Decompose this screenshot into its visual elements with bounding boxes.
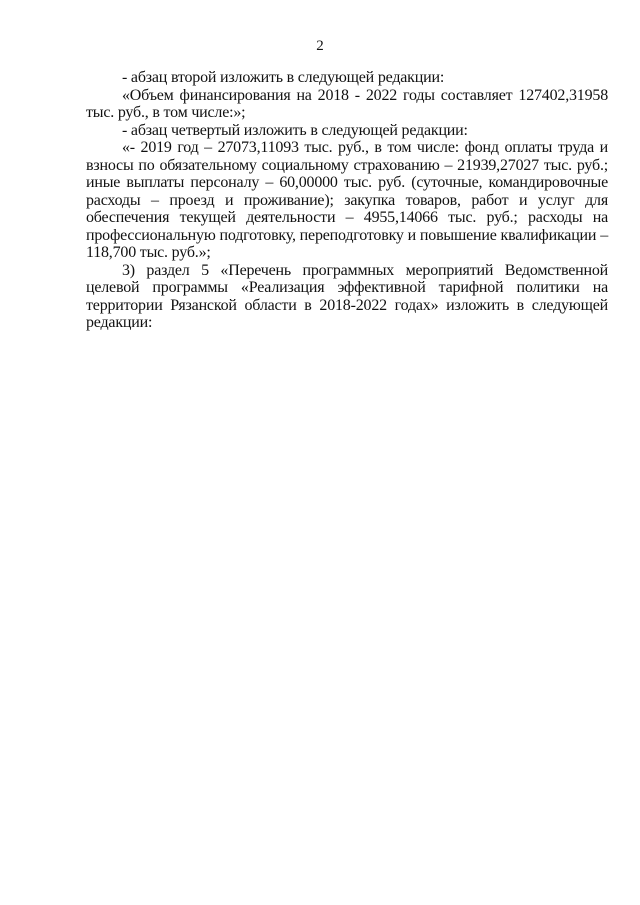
paragraph-line: тыс. руб., в том числе:»; [86,104,246,121]
paragraph-line: взносы по обязательному социальному страхованию – 21939,27027 тыс. руб.; [86,156,608,174]
document-body [86,69,608,332]
paragraph-line: территории Рязанской области в 2018-2022 годах» изложить в следующей [86,296,608,314]
paragraph-line: - абзац четвертый изложить в следующей редакции: [122,121,468,139]
paragraph-line: 118,700 тыс. руб.»; [86,244,211,261]
paragraph-line: редакции: [86,314,153,331]
paragraph-line: иные выплаты персоналу – 60,00000 тыс. руб. (суточные, командировочные [86,174,608,191]
paragraph-line: обеспечения текущей деятельности – 4955,14066 тыс. руб.; расходы на [86,209,608,226]
paragraph-line: «- 2019 год – 27073,11093 тыс. руб., в том числе: фонд оплаты труда и [122,139,608,156]
paragraph-line: 3) раздел 5 «Перечень программных мероприятий Ведомственной [122,261,608,279]
paragraph-line: расходы – проезд и проживание); закупка товаров, работ и услуг для [86,191,608,209]
paragraph-line: профессиональную подготовку, переподготовку и повышение квалификации – [86,226,608,244]
page-number: 2 [316,38,324,54]
paragraph-line: - абзац второй изложить в следующей редакции: [122,69,445,86]
paragraph-line: «Объем финансирования на 2018 - 2022 годы составляет 127402,31958 [122,86,608,104]
paragraph-line: целевой программы «Реализация эффективной тарифной политики на [86,279,608,296]
